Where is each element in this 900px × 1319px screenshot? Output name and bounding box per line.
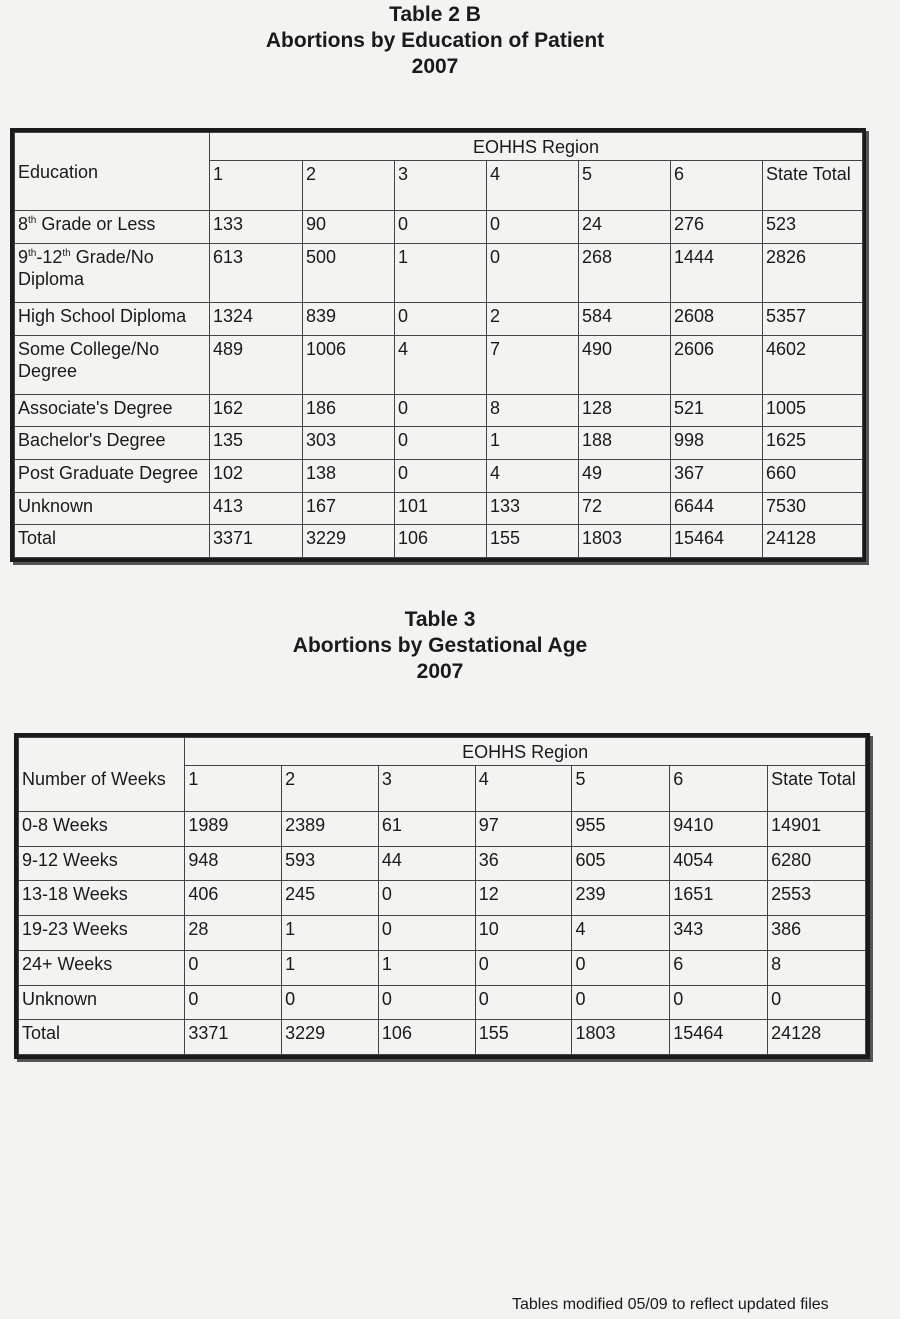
table-cell: 133 xyxy=(487,492,579,525)
table-cell: 1 xyxy=(395,243,487,302)
table-cell: 5357 xyxy=(763,302,863,335)
row-label: Some College/No Degree xyxy=(15,335,210,394)
row-label: 9-12 Weeks xyxy=(19,846,185,881)
table-cell: 1803 xyxy=(572,1020,670,1055)
table-cell: 106 xyxy=(395,525,487,558)
table-row xyxy=(15,492,863,525)
table-cell: 2 xyxy=(487,302,579,335)
table-cell: 1006 xyxy=(303,335,395,394)
table2b xyxy=(14,132,863,558)
row-label-number: 8 xyxy=(18,214,29,234)
table-cell: 1803 xyxy=(579,525,671,558)
column-header: 6 xyxy=(670,766,768,812)
table-cell: 3229 xyxy=(303,525,395,558)
table-cell: 1651 xyxy=(670,881,768,916)
table-row-total xyxy=(19,1020,866,1055)
table-cell: 490 xyxy=(579,335,671,394)
table-row xyxy=(15,335,863,394)
table-cell: 3371 xyxy=(210,525,303,558)
table2b-corner-header: Education xyxy=(15,133,210,211)
table3-group-header: EOHHS Region xyxy=(185,738,866,766)
table-cell: 955 xyxy=(572,812,670,847)
table3-subtitle: Abortions by Gestational Age xyxy=(292,634,588,657)
table-cell: 0 xyxy=(768,985,866,1020)
row-label: 24+ Weeks xyxy=(19,950,185,985)
table-cell: 188 xyxy=(579,427,671,460)
table-cell: 406 xyxy=(185,881,282,916)
table-cell: 167 xyxy=(303,492,395,525)
row-label-text: Grade/No Diploma xyxy=(18,246,154,289)
table-cell: 523 xyxy=(763,211,863,244)
table-cell: 500 xyxy=(303,243,395,302)
table-cell: 413 xyxy=(210,492,303,525)
table-cell: 1 xyxy=(282,950,379,985)
table-cell: 7 xyxy=(487,335,579,394)
table2b-title: Table 2 B xyxy=(389,3,481,26)
table3-title: Table 3 xyxy=(404,608,476,631)
table-cell: 72 xyxy=(579,492,671,525)
table-cell: 0 xyxy=(475,950,572,985)
table-cell: 613 xyxy=(210,243,303,302)
table-cell: 1 xyxy=(487,427,579,460)
column-header: 2 xyxy=(282,766,379,812)
table-cell: 2389 xyxy=(282,812,379,847)
table-row-total xyxy=(15,525,863,558)
table-cell: 6280 xyxy=(768,846,866,881)
row-label-number: 9 xyxy=(18,246,29,267)
table-cell: 162 xyxy=(210,394,303,427)
table-cell: 138 xyxy=(303,460,395,493)
table-cell: 0 xyxy=(378,985,475,1020)
table-cell: 0 xyxy=(572,985,670,1020)
table-cell: 4602 xyxy=(763,335,863,394)
row-label: Unknown xyxy=(15,492,210,525)
table-cell: 0 xyxy=(395,211,487,244)
row-label: Associate's Degree xyxy=(15,394,210,427)
table-row xyxy=(15,302,863,335)
table-cell: 102 xyxy=(210,460,303,493)
table-cell: 3229 xyxy=(282,1020,379,1055)
table2b-subtitle: Abortions by Education of Patient xyxy=(265,29,605,52)
table-cell: 343 xyxy=(670,916,768,951)
table-cell: 0 xyxy=(487,211,579,244)
table2b-group-header: EOHHS Region xyxy=(210,133,863,161)
row-label: 19-23 Weeks xyxy=(19,916,185,951)
row-label-text: Grade or Less xyxy=(36,214,156,234)
table-cell: 0 xyxy=(185,950,282,985)
table-cell: 948 xyxy=(185,846,282,881)
column-header: State Total xyxy=(768,766,866,812)
table-cell: 1005 xyxy=(763,394,863,427)
table-cell: 9410 xyxy=(670,812,768,847)
table-cell: 24128 xyxy=(763,525,863,558)
column-header: 3 xyxy=(395,161,487,211)
table-cell: 49 xyxy=(579,460,671,493)
row-label: Total xyxy=(19,1020,185,1055)
table-cell: 268 xyxy=(579,243,671,302)
table-cell: 24128 xyxy=(768,1020,866,1055)
table-cell: 593 xyxy=(282,846,379,881)
row-label xyxy=(15,243,210,302)
table-cell: 44 xyxy=(378,846,475,881)
table-cell: 10 xyxy=(475,916,572,951)
row-label: Total xyxy=(15,525,210,558)
row-label: Bachelor's Degree xyxy=(15,427,210,460)
column-header: 5 xyxy=(572,766,670,812)
table-row xyxy=(15,211,863,244)
table-cell: 36 xyxy=(475,846,572,881)
row-label-superscript: th xyxy=(62,247,71,259)
table-cell: 584 xyxy=(579,302,671,335)
table-cell: 2606 xyxy=(671,335,763,394)
table-cell: 61 xyxy=(378,812,475,847)
column-header: 4 xyxy=(487,161,579,211)
table-cell: 521 xyxy=(671,394,763,427)
table-cell: 1989 xyxy=(185,812,282,847)
table-cell: 605 xyxy=(572,846,670,881)
table-cell: 6 xyxy=(670,950,768,985)
table-cell: 90 xyxy=(303,211,395,244)
table-row xyxy=(19,916,866,951)
column-header: 4 xyxy=(475,766,572,812)
table-cell: 133 xyxy=(210,211,303,244)
table-cell: 660 xyxy=(763,460,863,493)
table-cell: 15464 xyxy=(670,1020,768,1055)
row-label: 0-8 Weeks xyxy=(19,812,185,847)
column-header: 2 xyxy=(303,161,395,211)
table-cell: 839 xyxy=(303,302,395,335)
table-cell: 24 xyxy=(579,211,671,244)
row-label: High School Diploma xyxy=(15,302,210,335)
table-cell: 128 xyxy=(579,394,671,427)
table-cell: 97 xyxy=(475,812,572,847)
table-cell: 0 xyxy=(185,985,282,1020)
row-label: 13-18 Weeks xyxy=(19,881,185,916)
table-cell: 0 xyxy=(572,950,670,985)
table-cell: 4 xyxy=(572,916,670,951)
table-cell: 155 xyxy=(487,525,579,558)
column-header: 1 xyxy=(185,766,282,812)
table-cell: 8 xyxy=(768,950,866,985)
table-cell: 15464 xyxy=(671,525,763,558)
table-cell: 0 xyxy=(378,881,475,916)
row-label xyxy=(15,211,210,244)
table2b-year: 2007 xyxy=(411,55,459,78)
table3-frame xyxy=(14,733,870,1059)
table-cell: 998 xyxy=(671,427,763,460)
row-label-number: -12 xyxy=(36,246,63,267)
column-header: 1 xyxy=(210,161,303,211)
table-row xyxy=(19,985,866,1020)
table-row xyxy=(15,427,863,460)
table-cell: 1444 xyxy=(671,243,763,302)
table-cell: 135 xyxy=(210,427,303,460)
table-cell: 6644 xyxy=(671,492,763,525)
column-header: 5 xyxy=(579,161,671,211)
table-cell: 3371 xyxy=(185,1020,282,1055)
table-row xyxy=(19,881,866,916)
table-cell: 28 xyxy=(185,916,282,951)
footer-note: Tables modified 05/09 to reflect updated files xyxy=(512,1296,829,1313)
column-header: State Total xyxy=(763,161,863,211)
table-cell: 1 xyxy=(378,950,475,985)
table-cell: 0 xyxy=(395,427,487,460)
table-cell: 367 xyxy=(671,460,763,493)
table-cell: 2826 xyxy=(763,243,863,302)
table-cell: 0 xyxy=(487,243,579,302)
row-label-superscript: th xyxy=(28,247,37,259)
table-row xyxy=(15,460,863,493)
table-row xyxy=(15,243,863,302)
row-label: Post Graduate Degree xyxy=(15,460,210,493)
table-cell: 276 xyxy=(671,211,763,244)
row-label-superscript: th xyxy=(28,215,37,226)
table-row xyxy=(19,846,866,881)
table2b-frame xyxy=(10,128,866,562)
table3-year: 2007 xyxy=(416,660,464,683)
table-row xyxy=(19,950,866,985)
table-cell: 1625 xyxy=(763,427,863,460)
table2b-title-block xyxy=(0,2,870,80)
table-cell: 0 xyxy=(475,985,572,1020)
table-cell: 489 xyxy=(210,335,303,394)
table-cell: 4 xyxy=(395,335,487,394)
table-cell: 4054 xyxy=(670,846,768,881)
table-cell: 0 xyxy=(395,394,487,427)
table-cell: 386 xyxy=(768,916,866,951)
table-cell: 101 xyxy=(395,492,487,525)
table-cell: 0 xyxy=(670,985,768,1020)
table-cell: 303 xyxy=(303,427,395,460)
table-cell: 0 xyxy=(378,916,475,951)
table-row xyxy=(15,394,863,427)
table-cell: 2553 xyxy=(768,881,866,916)
table-cell: 1 xyxy=(282,916,379,951)
table-cell: 12 xyxy=(475,881,572,916)
row-label: Unknown xyxy=(19,985,185,1020)
table-cell: 1324 xyxy=(210,302,303,335)
table-cell: 7530 xyxy=(763,492,863,525)
table-cell: 0 xyxy=(282,985,379,1020)
table-cell: 4 xyxy=(487,460,579,493)
table-cell: 8 xyxy=(487,394,579,427)
table3 xyxy=(18,737,866,1055)
table-cell: 0 xyxy=(395,460,487,493)
table3-corner-header: Number of Weeks xyxy=(19,738,185,812)
table-cell: 245 xyxy=(282,881,379,916)
table-cell: 155 xyxy=(475,1020,572,1055)
column-header: 6 xyxy=(671,161,763,211)
table3-title-block xyxy=(5,607,875,685)
table-cell: 106 xyxy=(378,1020,475,1055)
table-row xyxy=(19,812,866,847)
table-cell: 14901 xyxy=(768,812,866,847)
table-cell: 0 xyxy=(395,302,487,335)
table-cell: 186 xyxy=(303,394,395,427)
table-cell: 2608 xyxy=(671,302,763,335)
column-header: 3 xyxy=(378,766,475,812)
table-cell: 239 xyxy=(572,881,670,916)
